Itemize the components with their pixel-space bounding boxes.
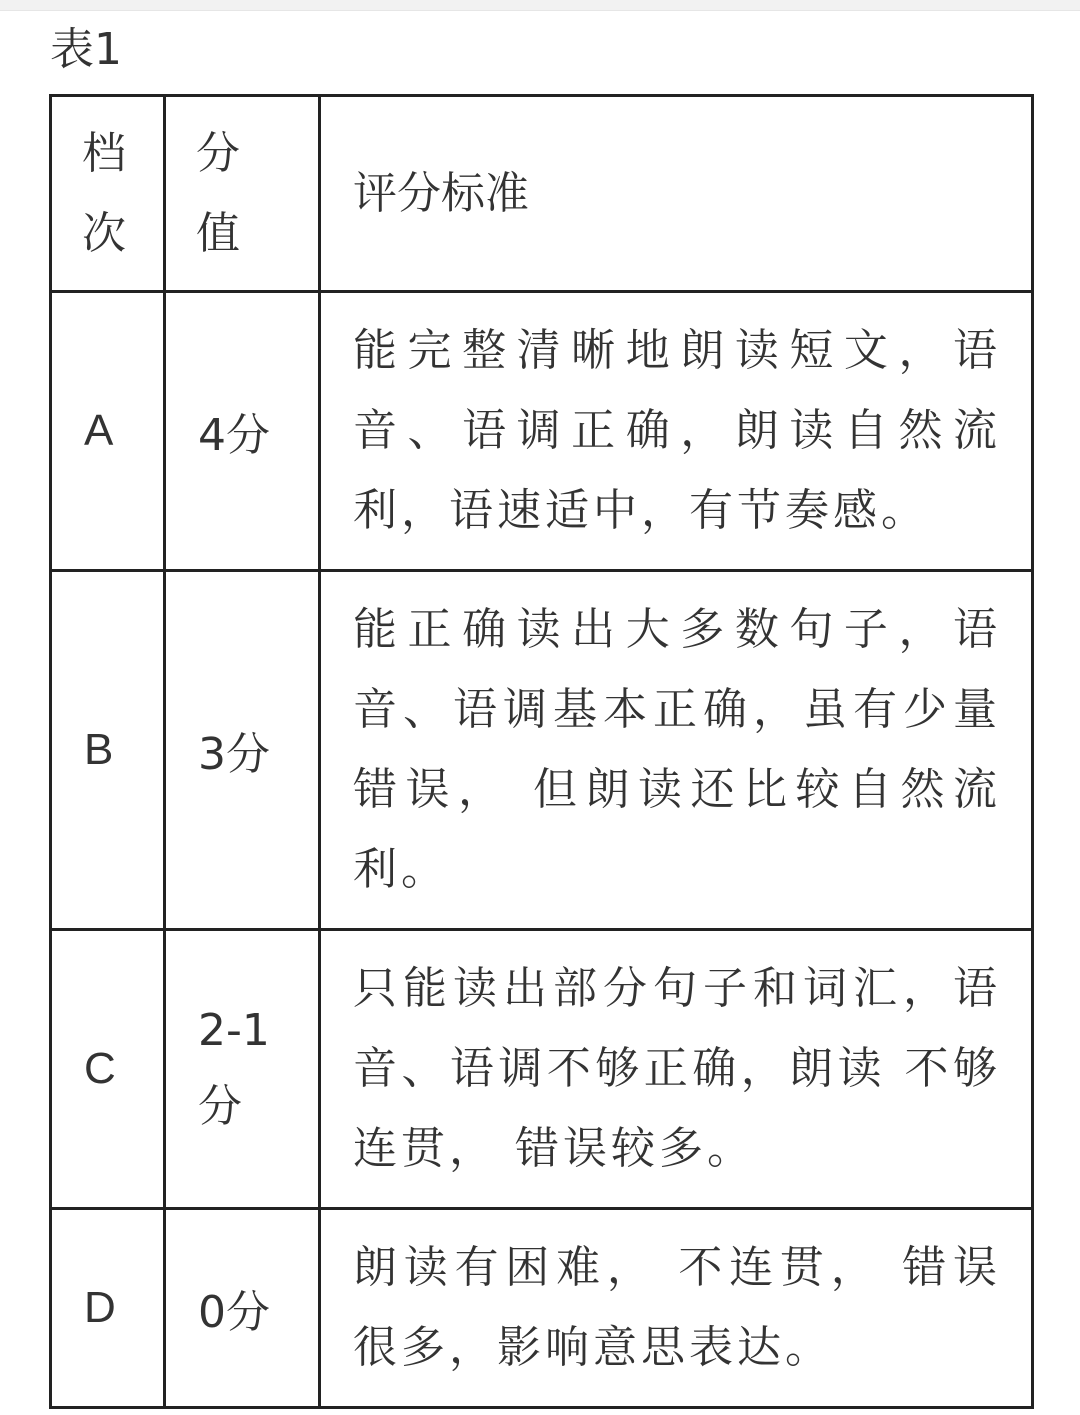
row-criteria: 能完整清晰地朗读短文，语音、语调正确，朗读自然流利，语速适中，有节奏感。	[320, 292, 1033, 571]
top-divider	[0, 0, 1080, 11]
scoring-rubric-table	[49, 94, 1034, 1409]
table-row	[51, 1209, 1033, 1408]
table-row	[51, 571, 1033, 930]
table-row	[51, 292, 1033, 571]
header-criteria: 评分标准	[320, 96, 1033, 292]
row-level: C	[51, 930, 165, 1209]
header-row	[51, 96, 1033, 292]
header-level: 档次	[51, 96, 165, 292]
table-row	[51, 930, 1033, 1209]
row-criteria: 朗读有困难， 不连贯， 错误很多，影响意思表达。	[320, 1209, 1033, 1408]
row-criteria: 只能读出部分句子和词汇，语音、语调不够正确，朗读 不够连贯， 错误较多。	[320, 930, 1033, 1209]
row-level: B	[51, 571, 165, 930]
table-caption: 表1	[50, 24, 122, 75]
row-score: 2-1 分	[165, 930, 320, 1209]
row-level: D	[51, 1209, 165, 1408]
row-score: 3分	[165, 571, 320, 930]
row-score: 0分	[165, 1209, 320, 1408]
row-level: A	[51, 292, 165, 571]
row-score: 4分	[165, 292, 320, 571]
row-criteria: 能正确读出大多数句子，语音、语调基本正确，虽有少量错误， 但朗读还比较自然流利。	[320, 571, 1033, 930]
header-score: 分值	[165, 96, 320, 292]
